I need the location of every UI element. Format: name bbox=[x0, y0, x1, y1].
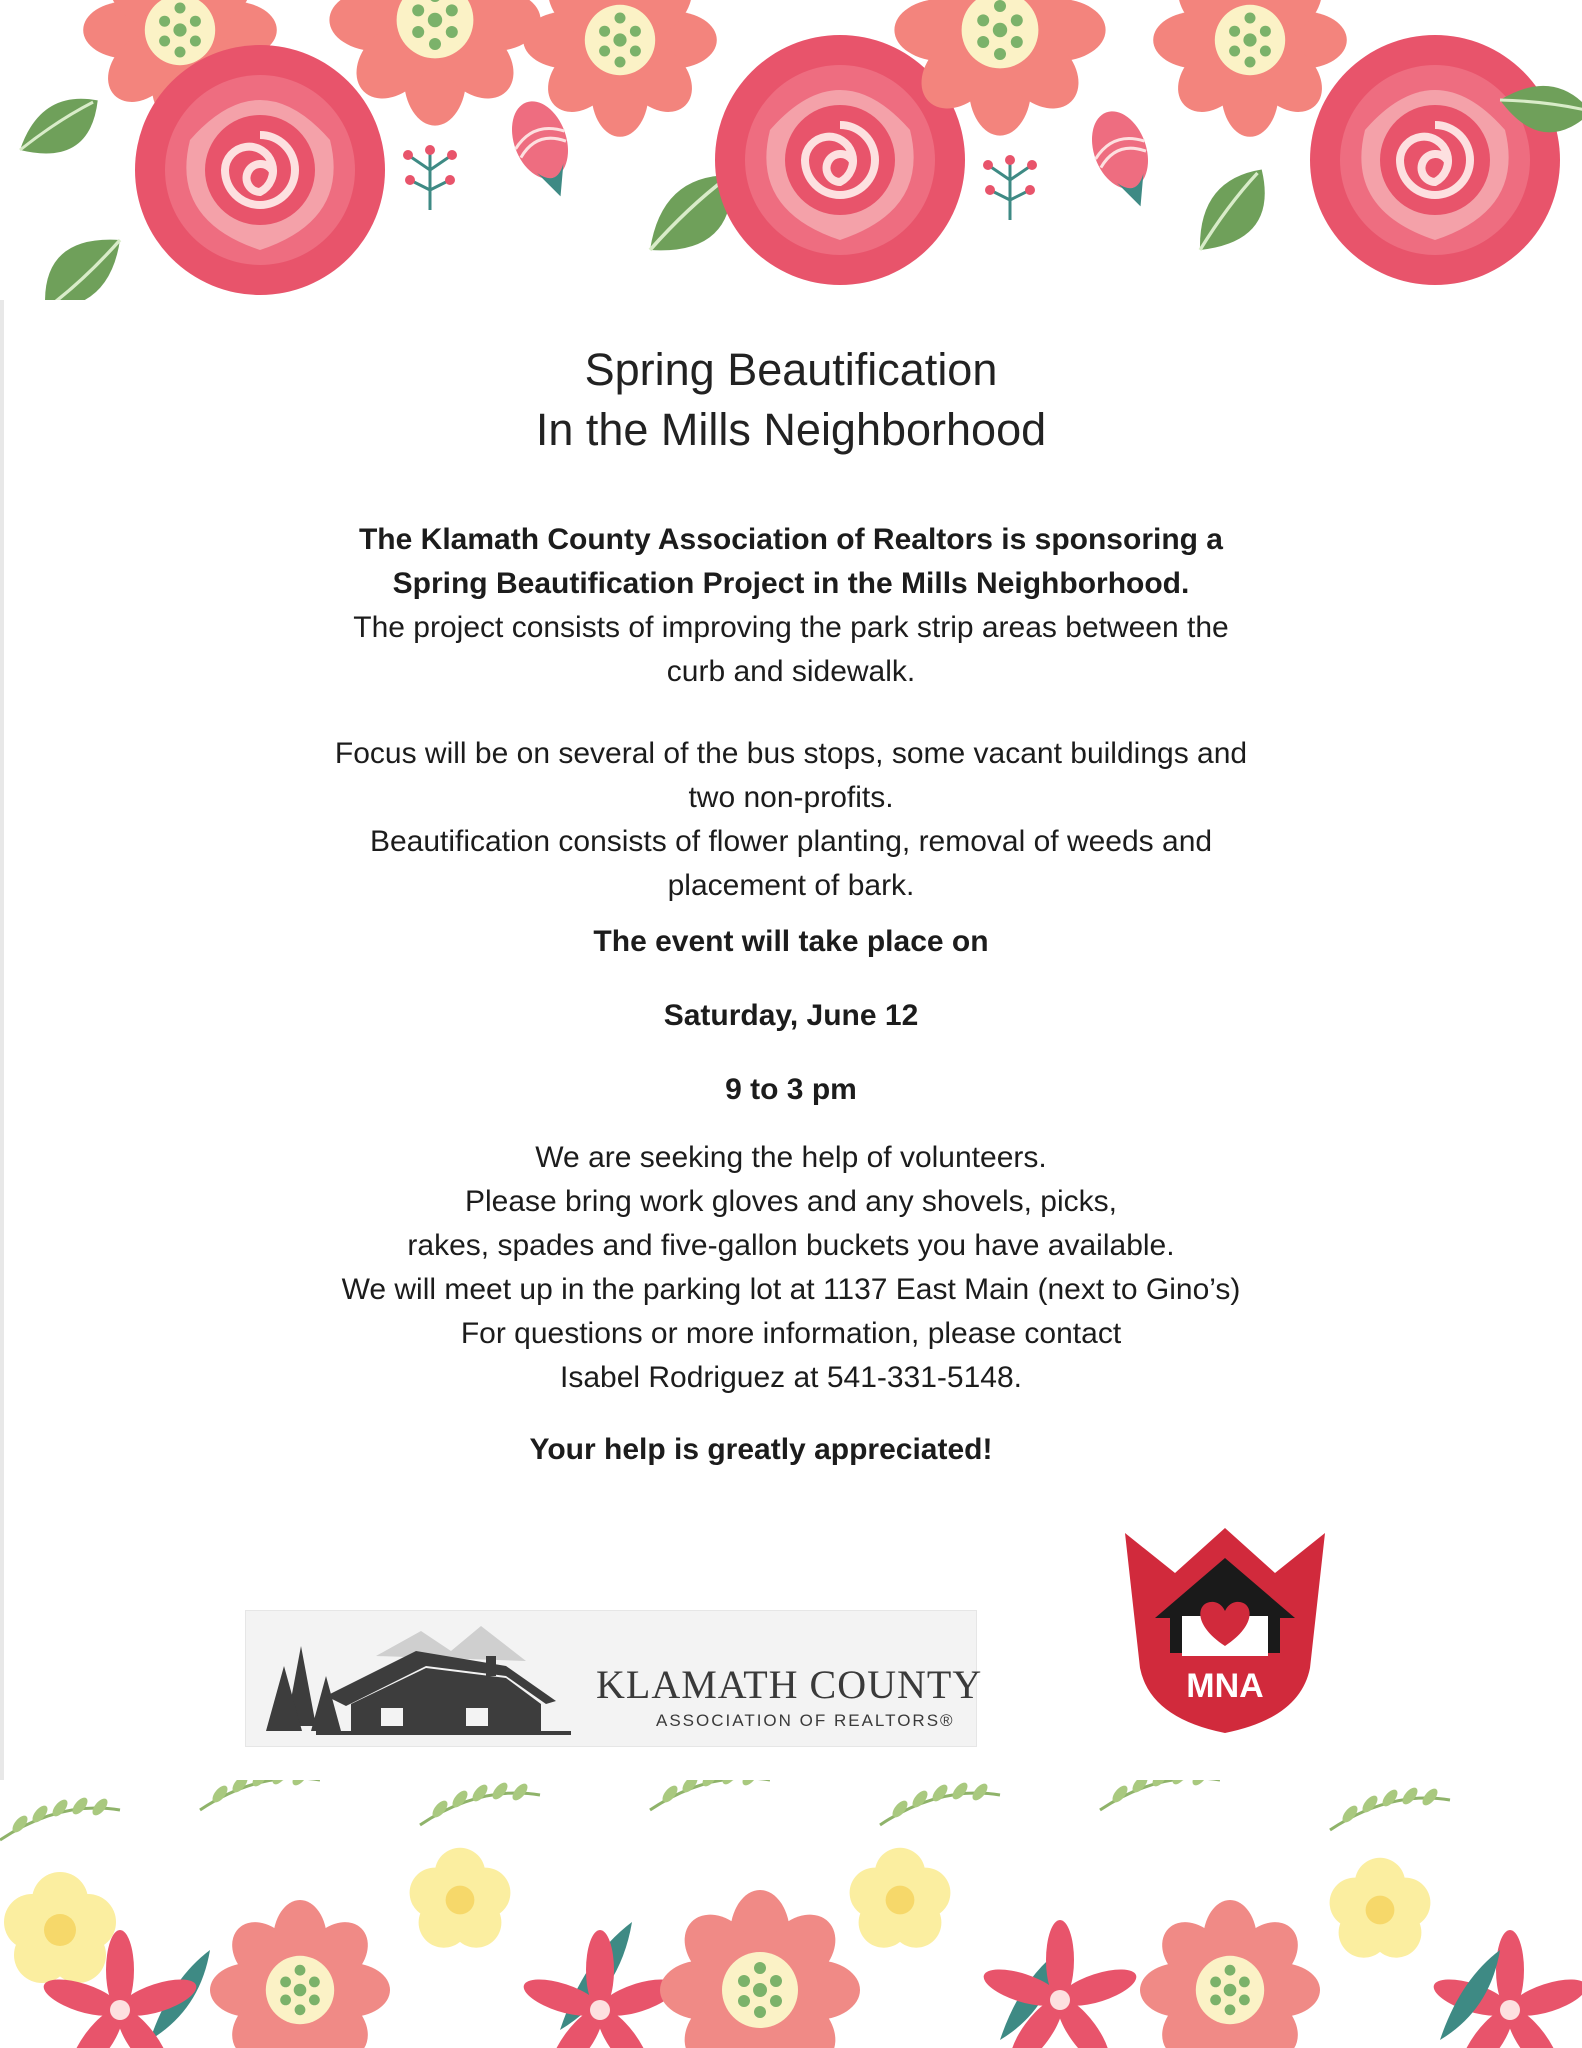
event-date: Saturday, June 12 bbox=[663, 999, 919, 1032]
kcar-subtitle: ASSOCIATION OF REALTORS® bbox=[656, 1711, 955, 1730]
volunteer-line-3: rakes, spades and five-gallon buckets you have available. bbox=[407, 1229, 1175, 1262]
floral-border-bottom-art bbox=[0, 1780, 1582, 2048]
intro-bold-line-1: The Klamath County Association of Realtors is sponsoring a bbox=[358, 523, 1223, 556]
title-line-1: Spring Beautification bbox=[584, 344, 998, 395]
kcar-logo bbox=[245, 1610, 983, 1747]
flyer-content bbox=[191, 340, 1391, 1472]
volunteer-line-1: We are seeking the help of volunteers. bbox=[535, 1141, 1047, 1174]
tulip-house-icon bbox=[1120, 1528, 1330, 1738]
intro-bold-line-2: Spring Beautification Project in the Mills Neighborhood. bbox=[392, 567, 1190, 600]
focus-line-3: Beautification consists of flower planting, removal of weeds and bbox=[369, 825, 1213, 858]
intro-line-4: curb and sidewalk. bbox=[666, 655, 916, 688]
floral-border-bottom bbox=[0, 1780, 1582, 2048]
mna-text: MNA bbox=[1186, 1667, 1264, 1705]
event-intro: The event will take place on bbox=[593, 925, 989, 958]
focus-line-2: two non-profits. bbox=[688, 781, 894, 814]
event-time: 9 to 3 pm bbox=[725, 1073, 857, 1106]
focus-line-4: placement of bark. bbox=[667, 869, 915, 902]
page-edge-shadow bbox=[0, 300, 4, 1780]
house-trees-icon bbox=[256, 1616, 586, 1741]
volunteer-line-5: For questions or more information, please contact bbox=[460, 1317, 1122, 1350]
volunteer-line-6: Isabel Rodriguez at 541-331-5148. bbox=[560, 1361, 1022, 1394]
focus-line-1: Focus will be on several of the bus stops, some vacant buildings and bbox=[334, 737, 1248, 770]
floral-border-top-art bbox=[0, 0, 1582, 300]
floral-border-top bbox=[0, 0, 1582, 300]
volunteer-line-4: We will meet up in the parking lot at 1137 East Main (next to Gino’s) bbox=[341, 1273, 1241, 1306]
closing-message: Your help is greatly appreciated! bbox=[529, 1433, 993, 1466]
intro-line-3: The project consists of improving the park strip areas between the bbox=[353, 611, 1229, 644]
volunteer-line-2: Please bring work gloves and any shovels, picks, bbox=[464, 1185, 1117, 1218]
mna-logo bbox=[1120, 1528, 1330, 1738]
kcar-name: KLAMATH COUNTY bbox=[596, 1662, 983, 1707]
title-line-2: In the Mills Neighborhood bbox=[535, 404, 1047, 455]
